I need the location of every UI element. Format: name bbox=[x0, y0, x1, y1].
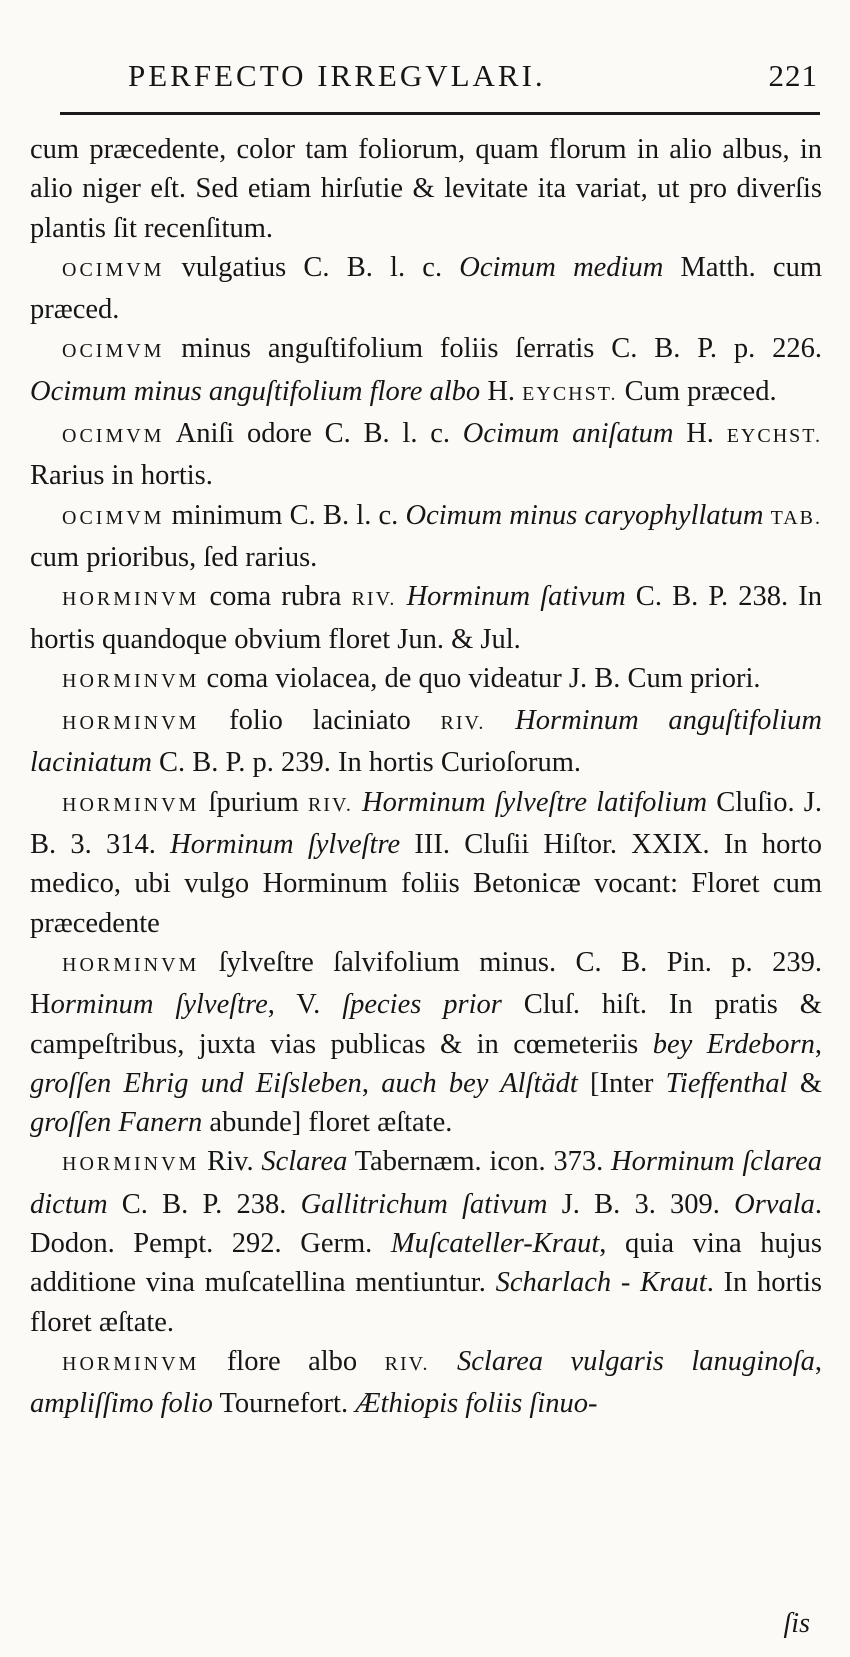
entry-text: cum prioribus, ſed rarius. bbox=[30, 541, 318, 573]
entry-text: , bbox=[361, 1067, 382, 1099]
entry-paragraph bbox=[30, 659, 822, 701]
plant-genus-name: OCIMVM bbox=[62, 340, 165, 363]
plant-genus-name: HORMINVM bbox=[62, 953, 200, 976]
italic-citation: Sclarea bbox=[261, 1146, 348, 1178]
entry-text: Rarius in hortis. bbox=[30, 460, 213, 492]
italic-citation: Horminum ſativum bbox=[406, 581, 626, 613]
italic-citation: groſſen Ehrig und Eiſsleben bbox=[30, 1067, 362, 1099]
plant-genus-name: HORMINVM bbox=[62, 1352, 200, 1375]
entry-text: ſpurium bbox=[199, 786, 308, 818]
entry-paragraph bbox=[30, 1342, 822, 1424]
entry-text: vulgatius C. B. l. c. bbox=[164, 251, 460, 283]
entry-text bbox=[485, 705, 515, 736]
entry-text: Aniſi odore C. B. l. c. bbox=[164, 418, 463, 450]
italic-citation: Gallitrichum ſativum bbox=[300, 1188, 548, 1220]
italic-citation: Orvala bbox=[734, 1188, 815, 1220]
entry-text bbox=[353, 787, 362, 818]
italic-citation: orminum ſylveſtre bbox=[50, 989, 268, 1021]
entry-text: Tournefort. bbox=[212, 1388, 356, 1420]
running-header bbox=[128, 52, 818, 96]
italic-citation: Ocimum aniſatum bbox=[462, 418, 674, 450]
italic-citation: bey Erdeborn bbox=[652, 1028, 815, 1060]
plant-genus-name: OCIMVM bbox=[62, 506, 165, 529]
italic-citation: Horminum anguſtifolium laciniatum bbox=[30, 705, 822, 779]
entry-text: flore albo bbox=[199, 1345, 385, 1377]
entry-text: EYCHST. bbox=[522, 382, 618, 405]
entry-text: & bbox=[787, 1067, 822, 1099]
entry-text: cum præcedente, color tam foliorum, quam florum in alio albus, in alio niger eſt. Sed etiam hirſutie & levitate ita variat, ut pro diverſis plantis ſit recenſitum. bbox=[30, 134, 822, 244]
italic-citation: Tieffenthal bbox=[665, 1067, 788, 1099]
catchword: ſis bbox=[783, 1608, 810, 1639]
entry-text: minus anguſtifolium foliis ſerratis C. B. P. p. 226. bbox=[164, 333, 822, 365]
entry-paragraph bbox=[30, 943, 822, 1142]
entry-text: Riv. bbox=[199, 1146, 262, 1178]
entry-text: , bbox=[814, 1345, 822, 1377]
italic-citation: Ocimum medium bbox=[459, 251, 664, 283]
italic-citation: ſpecies prior bbox=[342, 989, 502, 1021]
entry-text: [Inter bbox=[577, 1067, 666, 1099]
entry-text: C. B. P. p. 239. In hortis Curioſorum. bbox=[151, 747, 582, 779]
header-title: PERFECTO IRREGVLARI. bbox=[128, 58, 546, 93]
entry-text bbox=[763, 500, 770, 531]
entry-text: TAB. bbox=[770, 506, 822, 529]
entry-text: RIV. bbox=[440, 712, 486, 735]
italic-citation: auch bey Alſtädt bbox=[381, 1067, 578, 1099]
entry-text: H. bbox=[673, 418, 727, 450]
entry-paragraph bbox=[30, 329, 822, 414]
italic-citation: Ocimum minus caryophyllatum bbox=[405, 499, 764, 531]
italic-citation: Sclarea vulgaris lanuginoſa bbox=[457, 1345, 815, 1377]
header-rule bbox=[60, 112, 820, 115]
entry-text: Tabernæm. icon. 373. bbox=[347, 1146, 612, 1178]
entry-text: III. Cluſii Hiſtor. XXIX. In horto medico, ubi vulgo Horminum foliis Betonicæ vocant: Floret cum præcedente bbox=[30, 829, 823, 939]
plant-genus-name: HORMINVM bbox=[62, 793, 200, 816]
entry-text: H. bbox=[480, 375, 523, 407]
entry-text: J. B. 3. 309. bbox=[547, 1188, 735, 1220]
entry-text: Cluſ. hiſt. In pratis & campeſtribus, juxta vias publicas & in cœmeteriis bbox=[30, 989, 822, 1060]
entry-text: C. B. P. 238. bbox=[107, 1188, 301, 1220]
entry-paragraph bbox=[30, 130, 822, 248]
italic-citation: Ocimum minus anguſtifolium flore albo bbox=[30, 375, 481, 407]
entry-text: coma rubra bbox=[199, 581, 352, 613]
entry-paragraph bbox=[30, 248, 822, 330]
italic-citation: Scharlach - Kraut bbox=[495, 1267, 707, 1299]
italic-citation: Muſcateller-Kraut bbox=[390, 1228, 600, 1260]
plant-genus-name: HORMINVM bbox=[62, 588, 200, 611]
plant-genus-name: HORMINVM bbox=[62, 712, 200, 735]
entry-text: RIV. bbox=[307, 793, 353, 816]
plant-genus-name: HORMINVM bbox=[62, 669, 200, 692]
italic-citation: Horminum ſclarea dictum bbox=[30, 1146, 822, 1220]
italic-citation: ampliſſimo folio bbox=[30, 1388, 213, 1420]
entry-text: Cum præced. bbox=[617, 375, 777, 407]
entry-paragraph bbox=[30, 414, 822, 496]
plant-genus-name: OCIMVM bbox=[62, 425, 165, 448]
entry-text bbox=[396, 581, 406, 612]
entry-text: Cluſio. J. B. 3. 314. bbox=[30, 786, 822, 861]
italic-citation: Æthiopis foliis ſinuo- bbox=[355, 1388, 598, 1420]
entry-text: coma violacea, de quo videatur J. B. Cum priori. bbox=[199, 662, 761, 694]
entry-paragraph bbox=[30, 1142, 822, 1341]
plant-genus-name: OCIMVM bbox=[62, 258, 165, 281]
entry-text: , bbox=[814, 1028, 823, 1060]
entry-text: RIV. bbox=[351, 588, 397, 611]
entry-text: Matth. cum præced. bbox=[30, 251, 822, 326]
italic-citation: groſſen Fanern bbox=[30, 1107, 203, 1139]
entry-text: , quia vina hujus additione vina muſcatellina mentiuntur. bbox=[30, 1228, 822, 1299]
italic-citation: Horminum ſylveſtre bbox=[170, 829, 401, 861]
entry-paragraph bbox=[30, 783, 822, 943]
entry-paragraph bbox=[30, 577, 822, 659]
entry-text: , V. bbox=[267, 989, 343, 1021]
entry-text: . In hortis floret æſtate. bbox=[30, 1267, 822, 1338]
italic-citation: Horminum ſylveſtre latifolium bbox=[362, 786, 708, 818]
entry-text: folio laciniato bbox=[199, 705, 441, 737]
entry-text bbox=[430, 1346, 457, 1377]
entry-text: abunde] floret æſtate. bbox=[202, 1107, 453, 1139]
entry-text: C. B. P. 238. In hortis quandoque obvium floret Jun. & Jul. bbox=[30, 581, 822, 655]
entry-paragraph bbox=[30, 701, 822, 783]
entry-text: minimum C. B. l. c. bbox=[164, 499, 406, 531]
page-number: 221 bbox=[768, 58, 818, 93]
entry-text: ſylveſtre ſalvifolium minus. C. B. Pin. p. 239. H bbox=[30, 946, 822, 1021]
entry-text: EYCHST. bbox=[726, 425, 822, 448]
plant-genus-name: HORMINVM bbox=[62, 1153, 200, 1176]
entry-text: . Dodon. Pempt. 292. Germ. bbox=[30, 1188, 822, 1260]
entry-text: RIV. bbox=[384, 1352, 430, 1375]
entry-paragraph bbox=[30, 496, 822, 578]
body-text bbox=[30, 130, 822, 1424]
